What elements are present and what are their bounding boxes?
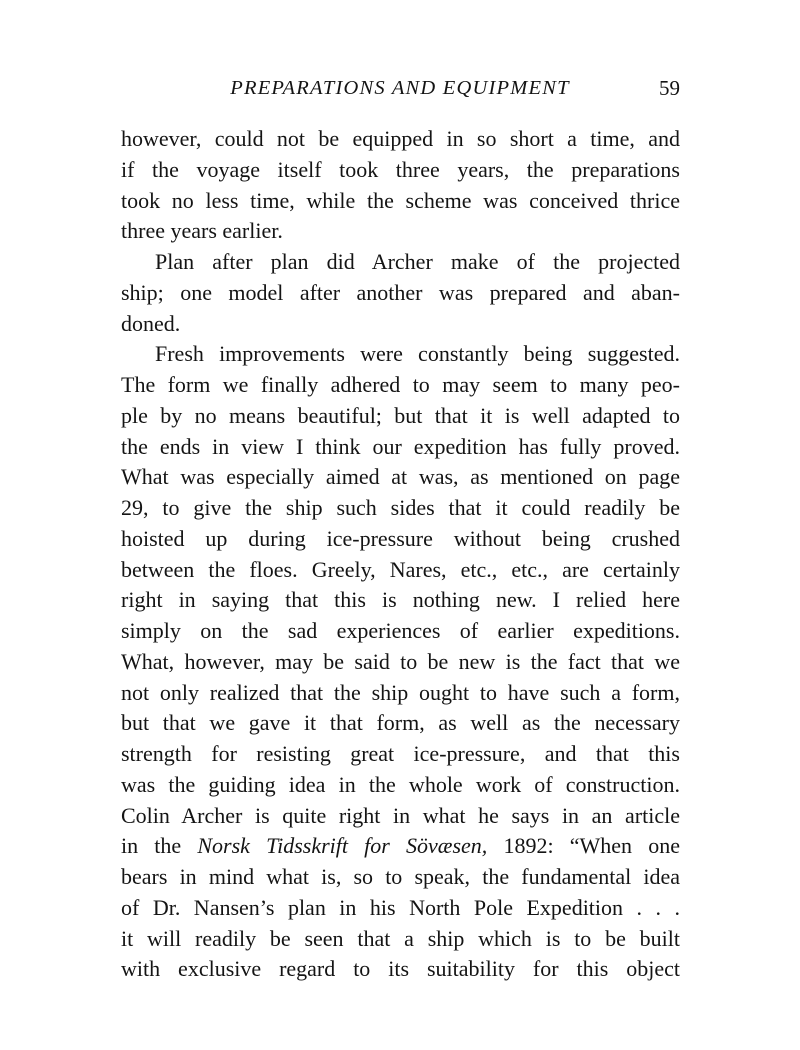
- text-line-20: but that we gave it that form, as well as the necessary: [121, 710, 680, 736]
- text-line-13: 29, to give the ship such sides that it could readily be: [121, 495, 680, 520]
- text-line-24: [121, 831, 680, 862]
- text-line-25: bears in mind what is, so to speak, the fundamental idea: [121, 864, 680, 889]
- journal-title: Norsk Tidsskrift for Sövæsen,: [197, 833, 488, 859]
- text-line-15: between the floes. Greely, Nares, etc., etc., are certainly: [121, 556, 680, 582]
- text-line-9: The form we finally adhered to may seem to many peo-: [121, 372, 680, 397]
- text-line-8: Fresh improvements were constantly being suggested.: [155, 341, 680, 367]
- text-line-26: of Dr. Nansen’s plan in his North Pole Expedition . . .: [121, 894, 680, 920]
- text-line-16: right in saying that this is nothing new. I relied here: [121, 587, 680, 613]
- text-line-22: was the guiding idea in the whole work of construction.: [121, 771, 680, 797]
- text-line-4: three years earlier.: [121, 218, 283, 244]
- text-line-6: ship; one model after another was prepared and aban-: [121, 279, 680, 305]
- running-head: [120, 74, 680, 102]
- page-number: 59: [659, 76, 680, 100]
- text-line-7: doned.: [121, 310, 181, 336]
- body-text: [121, 124, 680, 985]
- text-line-19: not only realized that the ship ought to have such a form,: [121, 679, 680, 705]
- text-line-11: the ends in view I think our expedition has fully proved.: [121, 433, 680, 459]
- text-line-28: with exclusive regard to its suitability for this object: [121, 956, 680, 982]
- text-line-10: ple by no means beautiful; but that it is well adapted to: [121, 402, 680, 428]
- text-line-5: Plan after plan did Archer make of the projected: [155, 249, 680, 274]
- text-line-12: What was especially aimed at was, as mentioned on page: [121, 464, 680, 490]
- text-line-27: it will readily be seen that a ship which is to be built: [121, 925, 680, 951]
- line-24-after: 1892: “When one: [487, 833, 680, 859]
- text-line-23: Colin Archer is quite right in what he says in an article: [121, 802, 680, 828]
- text-line-18: What, however, may be said to be new is the fact that we: [121, 648, 680, 674]
- text-line-2: if the voyage itself took three years, the preparations: [121, 156, 680, 182]
- text-line-17: simply on the sad experiences of earlier expeditions.: [121, 618, 680, 643]
- text-line-14: hoisted up during ice-pressure without being crushed: [121, 525, 680, 551]
- text-line-1: however, could not be equipped in so short a time, and: [121, 126, 680, 151]
- line-24-before: in the: [121, 833, 198, 859]
- text-line-3: took no less time, while the scheme was conceived thrice: [121, 187, 680, 213]
- running-head-title: PREPARATIONS AND EQUIPMENT: [230, 77, 570, 99]
- text-line-21: strength for resisting great ice-pressure, and that this: [121, 741, 680, 766]
